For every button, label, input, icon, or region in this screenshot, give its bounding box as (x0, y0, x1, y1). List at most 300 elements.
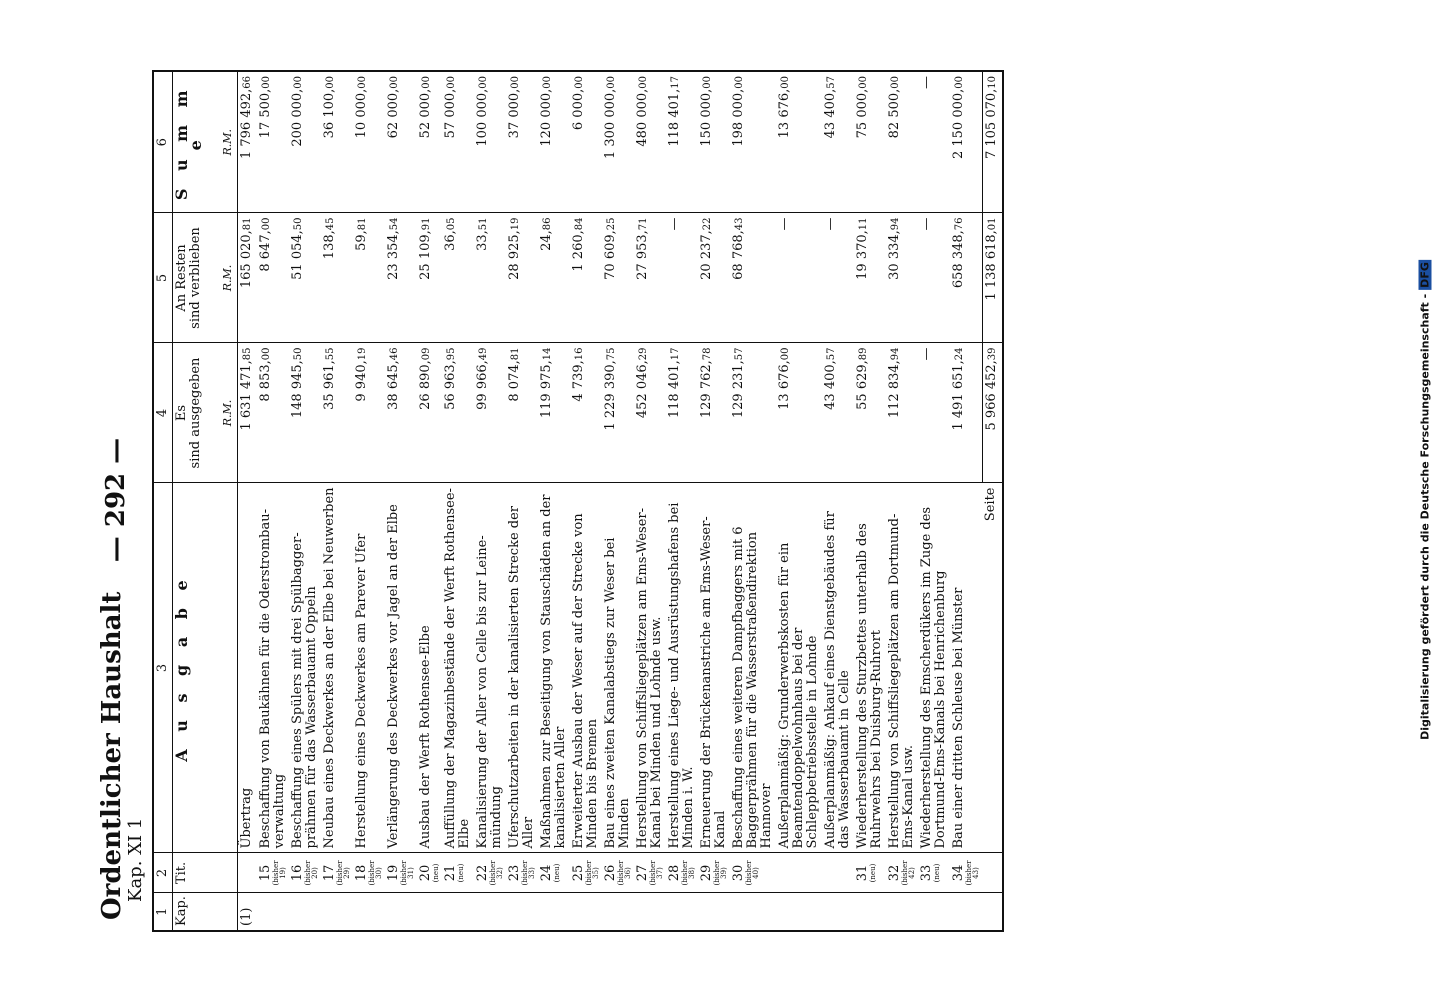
ausgegeben-value: 4 739, (571, 360, 586, 402)
table-row (918, 71, 950, 931)
summe-value: 6 000, (571, 88, 586, 131)
summe-cents: 00 (574, 76, 585, 89)
ausgegeben-cell (442, 343, 474, 483)
tit-cell (442, 853, 474, 893)
tit-note: (bisher 30) (368, 860, 383, 886)
tit-cell (730, 853, 776, 893)
tit-number: 17 (322, 864, 337, 882)
summe-value: 37 000, (507, 88, 522, 139)
description-cell (634, 483, 666, 853)
column-number-row (153, 71, 173, 931)
reste-cell (950, 213, 982, 343)
ausgegeben-cents: 24 (954, 347, 965, 361)
summe-value: 57 000, (443, 88, 458, 139)
tit-number: 27 (635, 864, 650, 882)
reste-cell (666, 213, 698, 343)
kap-cell (238, 893, 258, 931)
reste-value: 30 334, (887, 230, 902, 280)
summe-value: 82 500, (887, 88, 902, 139)
ausgegeben-value: 13 676, (777, 360, 792, 410)
reste-total: 1 138 618, (983, 230, 999, 301)
summe-cell (730, 71, 776, 213)
kap-cell (506, 893, 538, 931)
description-cell (666, 483, 698, 853)
description-cell (886, 483, 918, 853)
item-description: Kanalisierung der Aller von Celle bis zur Leine-mündung (475, 535, 504, 849)
tit-note: (neu) (869, 863, 877, 883)
kap-cell (666, 893, 698, 931)
tit-number: 15 (258, 864, 273, 882)
reste-cell (602, 213, 634, 343)
unit-label-5: R.M. (221, 264, 234, 292)
ausgegeben-cell (321, 343, 353, 483)
item-description: Maßnahmen zur Beseitigung von Stauschäden an der kanalisierten Aller (539, 494, 568, 849)
summe-value: 36 100, (322, 88, 337, 139)
reste-value: 165 020, (239, 230, 254, 289)
table-row (822, 71, 854, 931)
budget-table (152, 70, 1004, 932)
tit-note: (bisher 35) (585, 860, 600, 886)
ausgegeben-cell (950, 343, 982, 483)
ausgegeben-cell (666, 343, 698, 483)
reste-cents: 84 (574, 217, 585, 231)
ausgegeben-cents: 85 (242, 347, 253, 361)
ausgegeben-cell (602, 343, 634, 483)
colnum-4: 4 (153, 343, 173, 483)
tit-cell (474, 853, 506, 893)
table-row (854, 71, 886, 931)
reste-value: — (667, 217, 682, 231)
description-cell (776, 483, 822, 853)
summe-cents: 17 (670, 76, 681, 89)
summe-cents: 00 (478, 76, 489, 89)
tit-note: (bisher 42) (901, 860, 916, 886)
summe-cents: 00 (421, 76, 432, 89)
summe-cents: 66 (242, 76, 253, 89)
tit-cell (634, 853, 666, 893)
column-header-row (173, 71, 238, 931)
ausgegeben-cell (353, 343, 385, 483)
summe-value: 1 796 492, (239, 88, 254, 160)
kap-cell (570, 893, 602, 931)
ausgegeben-cents: 89 (858, 347, 869, 361)
header-es-2: sind ausgegeben (188, 357, 203, 469)
tit-cell (506, 853, 538, 893)
total-row (982, 71, 1003, 931)
summe-cents: 00 (734, 76, 745, 89)
header-reste (173, 213, 238, 343)
reste-value: 24, (539, 230, 554, 251)
description-cell (257, 483, 289, 853)
reste-cell (474, 213, 506, 343)
item-description: Bau eines zweiten Kanalabstiegs zur Weser bei Minden (603, 537, 632, 849)
tit-note: (neu) (553, 863, 561, 883)
item-description: Neubau eines Deckwerkes an der Elbe bei Neuwerben (322, 487, 337, 849)
reste-cell (238, 213, 258, 343)
tit-note: (bisher 39) (713, 860, 728, 886)
reste-value: 20 237, (699, 230, 714, 280)
tit-number: 29 (699, 864, 714, 882)
reste-cell (822, 213, 854, 343)
summe-cents: 00 (702, 76, 713, 89)
ausgegeben-cell (570, 343, 602, 483)
summe-cents: 00 (325, 76, 336, 89)
tit-number: 22 (475, 864, 490, 882)
summe-cents: 00 (357, 76, 368, 89)
ausgegeben-cell (776, 343, 822, 483)
reste-value: 138, (322, 230, 337, 260)
summe-cell (506, 71, 538, 213)
reste-cell (257, 213, 289, 343)
tit-cell (698, 853, 730, 893)
kap-cell (353, 893, 385, 931)
tit-note: (bisher 37) (649, 860, 664, 886)
description-cell (854, 483, 886, 853)
ausgegeben-cents: 75 (606, 347, 617, 361)
header-ausgabe-label: A u s g a b e (172, 574, 191, 762)
description-cell (950, 483, 982, 853)
table-row (950, 71, 982, 931)
reste-cell (634, 213, 666, 343)
ausgegeben-cell (854, 343, 886, 483)
tit-note: (neu) (457, 863, 465, 883)
reste-cents: 11 (858, 217, 869, 231)
tit-note: (bisher 31) (400, 860, 415, 886)
description-cell (474, 483, 506, 853)
summe-cell (950, 71, 982, 213)
unit-label-4: R.M. (221, 399, 234, 427)
tit-number: 20 (418, 864, 433, 882)
ausgegeben-value: 1 631 471, (239, 360, 254, 431)
kap-cell (918, 893, 950, 931)
kap-cell (886, 893, 918, 931)
tit-number: 25 (571, 864, 586, 882)
summe-value: 198 000, (731, 88, 746, 147)
description-cell (730, 483, 776, 853)
tit-number: 31 (855, 864, 870, 882)
ausgegeben-cell (698, 343, 730, 483)
table-row (238, 71, 258, 931)
chapter-label: Kap. XI 1 (125, 817, 146, 902)
table-row (634, 71, 666, 931)
summe-cents: 00 (389, 76, 400, 89)
summe-cell (238, 71, 258, 213)
summe-value: 62 000, (386, 88, 401, 139)
ausgegeben-total: 5 966 452, (983, 360, 999, 431)
reste-cell (570, 213, 602, 343)
item-description: Bau einer dritten Schleuse bei Münster (951, 587, 966, 849)
side-note-text-wrap (1419, 260, 1432, 740)
tit-number: 33 (919, 864, 934, 882)
summe-value: 1 300 000, (603, 88, 618, 160)
reste-total-cell (982, 213, 1003, 343)
summe-cell (417, 71, 442, 213)
ausgegeben-total-cents: 39 (986, 347, 998, 361)
ausgegeben-cents: 00 (780, 347, 791, 361)
tit-cell (822, 853, 854, 893)
reste-value: 19 370, (855, 230, 870, 280)
reste-cell (730, 213, 776, 343)
reste-value: 27 953, (635, 230, 650, 280)
summe-cents: 00 (261, 76, 272, 89)
ausgegeben-cell (538, 343, 570, 483)
ausgegeben-cell (918, 343, 950, 483)
reste-cents: 51 (478, 217, 489, 231)
tit-cell (417, 853, 442, 893)
summe-value: 118 401, (667, 88, 682, 147)
side-note-text: Digitalisierung gefördert durch die Deutsche Forschungsgemeinschaft - (1418, 293, 1432, 740)
colnum-6: 6 (153, 71, 173, 213)
summe-cents: 00 (446, 76, 457, 89)
kap-cell (257, 893, 289, 931)
reste-cents: 81 (242, 217, 253, 231)
item-description: Wiederherstellung des Sturzbettes unterhalb des Ruhrwehrs bei Duisburg-Ruhrort (855, 523, 884, 849)
header-kap: Kap. (173, 893, 238, 931)
reste-cents: 50 (293, 217, 304, 231)
summe-cell (474, 71, 506, 213)
ausgegeben-cents: 16 (574, 347, 585, 361)
ausgegeben-value: 452 046, (635, 360, 650, 419)
tit-note: (neu) (432, 863, 440, 883)
description-cell (321, 483, 353, 853)
kap-cell (289, 893, 321, 931)
tit-cell (385, 853, 417, 893)
reste-value: 23 354, (386, 230, 401, 280)
description-cell (698, 483, 730, 853)
table-row (353, 71, 385, 931)
summe-cell (776, 71, 822, 213)
reste-cents: 71 (638, 217, 649, 231)
summe-cell (257, 71, 289, 213)
table-body (238, 71, 1003, 931)
ausgegeben-cents: 09 (421, 347, 432, 361)
reste-cents: 94 (890, 217, 901, 231)
total-label: Seite (983, 487, 998, 522)
reste-cell (289, 213, 321, 343)
rotated-page (67, 60, 1367, 940)
reste-cell (417, 213, 442, 343)
ausgegeben-cents: 00 (261, 347, 272, 361)
header-es: Es (174, 404, 189, 422)
reste-value: 33, (475, 230, 490, 251)
ausgegeben-cents: 57 (734, 347, 745, 361)
tit-note: (bisher 32) (489, 860, 504, 886)
reste-value: 70 609, (603, 230, 618, 280)
ausgegeben-cents: 95 (446, 347, 457, 361)
description-cell (417, 483, 442, 853)
reste-cell (538, 213, 570, 343)
summe-cell (570, 71, 602, 213)
summe-cell (698, 71, 730, 213)
summe-total: 7 105 070, (983, 88, 999, 160)
tit-note: (bisher 38) (681, 860, 696, 886)
tit-note: (bisher 19) (272, 860, 287, 886)
tit-number: 32 (887, 864, 902, 882)
table-row (730, 71, 776, 931)
kap-cell (982, 893, 1003, 931)
item-description: Außerplanmäßig: Ankauf eines Dienstgebäudes für das Wasserbauamt in Celle (823, 511, 852, 849)
description-cell (442, 483, 474, 853)
ausgegeben-value: 8 074, (507, 360, 522, 402)
kap-cell (634, 893, 666, 931)
tit-number: 16 (290, 864, 305, 882)
colnum-3: 3 (153, 483, 173, 853)
item-description: Uferschutzarbeiten in der kanalisierten Strecke der Aller (507, 505, 536, 849)
description-cell (570, 483, 602, 853)
ausgegeben-cents: 17 (670, 347, 681, 361)
ausgegeben-value: 35 961, (322, 360, 337, 410)
reste-cell (776, 213, 822, 343)
description-cell (918, 483, 950, 853)
table-row (666, 71, 698, 931)
summe-cents: 00 (638, 76, 649, 89)
ausgegeben-cell (417, 343, 442, 483)
tit-cell (602, 853, 634, 893)
tit-number: 23 (507, 864, 522, 882)
side-note (1418, 10, 1432, 990)
kap-value: (1) (239, 907, 254, 926)
table-row (321, 71, 353, 931)
kap-cell (474, 893, 506, 931)
ausgegeben-cents: 78 (702, 347, 713, 361)
reste-cents: 86 (542, 217, 553, 231)
dfg-logo: DFG (1418, 262, 1432, 288)
reste-value: 8 647, (258, 230, 273, 272)
item-description: Herstellung von Schiffsliegeplätzen am Ems-Weser-Kanal bei Minden und Lohnde usw. (635, 507, 664, 849)
tit-note: (bisher 33) (521, 860, 536, 886)
summe-value: 2 150 000, (951, 88, 966, 160)
item-description: Herstellung eines Deckwerkes am Parever Ufer (354, 533, 369, 849)
item-description: Übertrag (239, 787, 254, 849)
ausgegeben-value: 38 645, (386, 360, 401, 410)
table-row (289, 71, 321, 931)
summe-cents: 00 (780, 76, 791, 89)
summe-cell (854, 71, 886, 213)
reste-cents: 76 (954, 217, 965, 231)
tit-cell (353, 853, 385, 893)
ausgegeben-cents: 29 (638, 347, 649, 361)
tit-cell (776, 853, 822, 893)
table-row (417, 71, 442, 931)
colnum-2: 2 (153, 853, 173, 893)
reste-total-cents: 01 (986, 217, 998, 231)
reste-value: — (919, 217, 934, 231)
reste-cell (886, 213, 918, 343)
tit-cell (238, 853, 258, 893)
summe-value: 13 676, (777, 88, 792, 139)
colnum-5: 5 (153, 213, 173, 343)
table-row (506, 71, 538, 931)
summe-value: 17 500, (258, 88, 273, 139)
ausgegeben-cell (385, 343, 417, 483)
ausgegeben-value: — (919, 347, 934, 361)
table-row (886, 71, 918, 931)
tit-note: (bisher 40) (745, 860, 760, 886)
summe-value: — (919, 76, 934, 89)
description-cell (538, 483, 570, 853)
summe-cents: 00 (510, 76, 521, 89)
tit-cell (950, 853, 982, 893)
tit-number: 30 (731, 864, 746, 882)
reste-value: 25 109, (418, 230, 433, 280)
reste-value: 51 054, (290, 230, 305, 280)
summe-cents: 00 (293, 76, 304, 89)
tit-cell (289, 853, 321, 893)
tit-cell (854, 853, 886, 893)
ausgegeben-cents: 49 (478, 347, 489, 361)
ausgegeben-value: 55 629, (855, 360, 870, 410)
tit-cell (918, 853, 950, 893)
summe-cell (538, 71, 570, 213)
ausgegeben-value: 99 966, (475, 360, 490, 410)
summe-value: 150 000, (699, 88, 714, 147)
ausgegeben-cents: 50 (293, 347, 304, 361)
ausgegeben-cell (634, 343, 666, 483)
ausgegeben-cell (474, 343, 506, 483)
ausgegeben-cell (289, 343, 321, 483)
reste-value: 68 768, (731, 230, 746, 280)
tit-note: (bisher 43) (965, 860, 980, 886)
summe-cents: 00 (606, 76, 617, 89)
table-row (474, 71, 506, 931)
summe-value: 100 000, (475, 88, 490, 147)
kap-cell (854, 893, 886, 931)
table-row (538, 71, 570, 931)
summe-cents: 00 (890, 76, 901, 89)
ausgegeben-cents: 55 (325, 347, 336, 361)
header-summe (173, 71, 238, 213)
summe-cents: 00 (954, 76, 965, 89)
tit-number: 34 (951, 864, 966, 882)
kap-cell (385, 893, 417, 931)
reste-cell (321, 213, 353, 343)
tit-number: 26 (603, 864, 618, 882)
description-cell (982, 483, 1003, 853)
summe-cents: 00 (542, 76, 553, 89)
header-tit: Tit. (173, 853, 238, 893)
tit-cell (257, 853, 289, 893)
reste-value: 36, (443, 230, 458, 251)
tit-cell (321, 853, 353, 893)
item-description: Außerplanmäßig: Grunderwerbskosten für ein Beamtendoppelwohnhaus bei der Schleppbetriebsstelle in Lohnde (777, 542, 820, 849)
reste-value: 1 260, (571, 230, 586, 272)
reste-cell (918, 213, 950, 343)
ausgegeben-value: 129 762, (699, 360, 714, 419)
item-description: Erneuerung der Brückenanstriche am Ems-Weser-Kanal (699, 516, 728, 849)
item-description: Beschaffung eines Spülers mit drei Spülbagger-prähmen für das Wasserbauamt Oppeln (290, 532, 319, 849)
table-row (570, 71, 602, 931)
ausgegeben-value: 1 491 651, (951, 360, 966, 431)
colnum-1: 1 (153, 893, 173, 931)
reste-cents: 25 (606, 217, 617, 231)
table-row (385, 71, 417, 931)
ausgegeben-cents: 81 (510, 347, 521, 361)
tit-note: (bisher 36) (617, 860, 632, 886)
ausgegeben-value: 8 853, (258, 360, 273, 402)
summe-cents: 57 (826, 76, 837, 89)
reste-cell (854, 213, 886, 343)
ausgegeben-cell (730, 343, 776, 483)
tit-number: 19 (386, 864, 401, 882)
reste-cell (353, 213, 385, 343)
ausgegeben-cell (257, 343, 289, 483)
description-cell (385, 483, 417, 853)
summe-cell (886, 71, 918, 213)
kap-cell (822, 893, 854, 931)
header-ausgegeben (173, 343, 238, 483)
reste-cell (385, 213, 417, 343)
summe-cell (602, 71, 634, 213)
